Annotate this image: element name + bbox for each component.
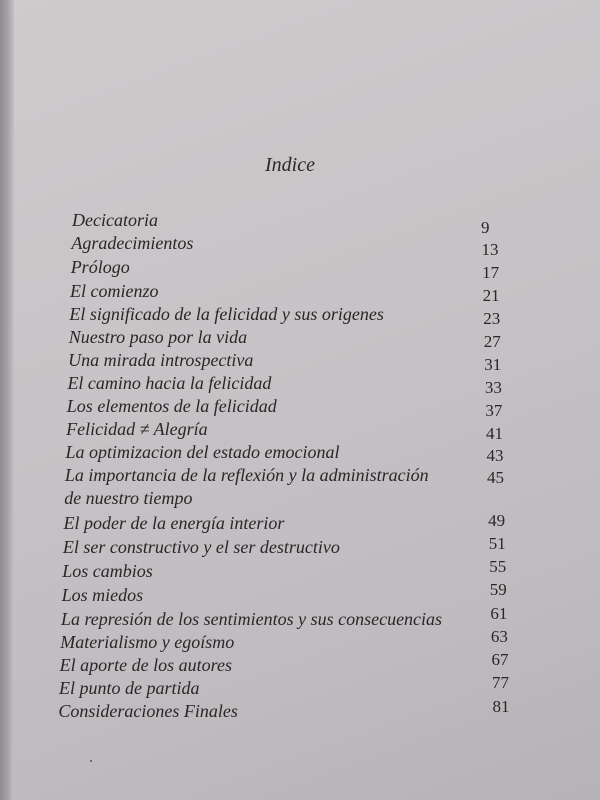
- toc-entry-title: Los elementos de la felicidad: [66, 396, 277, 416]
- toc-entry-page: 43: [486, 446, 504, 465]
- toc-entry-page: 41: [485, 424, 503, 443]
- toc-entry-page: 55: [489, 557, 507, 576]
- toc-entry-page: 31: [484, 355, 502, 374]
- toc-entry-page: 67: [491, 650, 509, 669]
- toc-entry-page: 37: [485, 401, 503, 420]
- toc-entry-page: 77: [492, 673, 509, 692]
- toc-entry-title: El ser constructivo y el ser destructivo: [62, 537, 340, 557]
- toc-entry-page: 23: [483, 309, 501, 328]
- toc-entry-title: Consideraciones Finales: [58, 701, 238, 721]
- toc-entry-title: La represión de los sentimientos y sus consecuencias: [60, 609, 443, 629]
- toc-entry-title: Los miedos: [61, 585, 144, 605]
- toc-entry-title: El significado de la felicidad y sus origenes: [69, 304, 384, 324]
- toc-entry-page: 49: [488, 511, 506, 530]
- toc-entry-page: 63: [490, 627, 508, 646]
- toc-entry-page: 9: [481, 218, 490, 237]
- toc-entry-title: Materialismo y egoísmo: [60, 632, 235, 652]
- toc-entry-title: La importancia de la reflexión y la administración: [64, 465, 429, 485]
- toc-entry-title: El poder de la energía interior: [63, 513, 285, 533]
- toc-entry-title: El punto de partida: [59, 678, 200, 698]
- toc-entry-title: La optimizacion del estado emocional: [65, 442, 340, 462]
- toc-entry-title: Los cambios: [62, 561, 153, 581]
- toc-entry-title: El aporte de los autores: [59, 655, 232, 675]
- page-title: Indice: [265, 154, 315, 176]
- toc-entry-title: Decicatoria: [72, 210, 158, 230]
- toc-entry-title: El comienzo: [70, 281, 159, 301]
- toc-entry-title: Felicidad ≠ Alegría: [66, 419, 208, 439]
- toc-entry-page: 21: [482, 286, 500, 305]
- toc-entry-page: 59: [489, 580, 507, 599]
- toc-entry-page: 45: [487, 468, 505, 487]
- toc-entry-page: 17: [482, 263, 500, 282]
- toc-entry-page: 51: [488, 534, 506, 553]
- toc-entry-page: 13: [481, 240, 499, 259]
- speck: [90, 760, 92, 762]
- toc-entry-title: de nuestro tiempo: [64, 488, 193, 508]
- toc-entry-page: 81: [492, 697, 510, 716]
- toc-entry-title: Prólogo: [70, 257, 130, 277]
- toc-entry-page: 33: [484, 378, 502, 397]
- toc-entry-title: Agradecimientos: [71, 233, 194, 253]
- toc-entry-title: Nuestro paso por la vida: [68, 327, 248, 347]
- page-edge: [0, 0, 14, 800]
- toc-entry-title: El camino hacia la felicidad: [67, 373, 272, 393]
- toc-entry-title: Una mirada introspectiva: [68, 350, 254, 370]
- toc-entry-page: 61: [490, 604, 508, 623]
- toc-entry-page: 27: [483, 332, 501, 351]
